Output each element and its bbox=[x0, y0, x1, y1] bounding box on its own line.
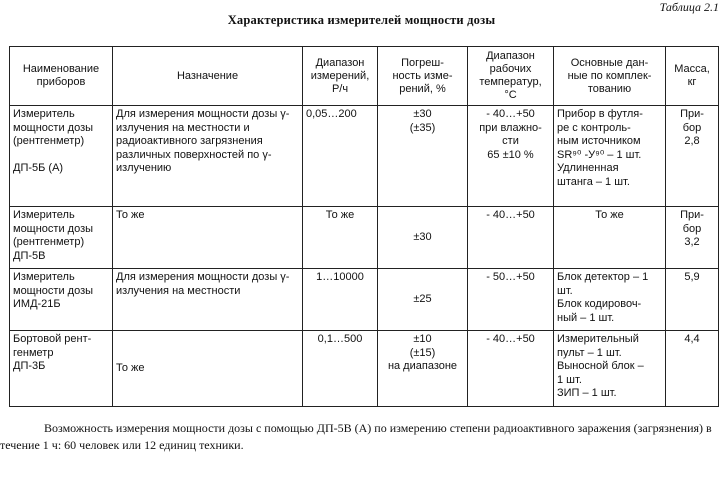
table-row bbox=[10, 207, 719, 269]
cell-name: Измеритель мощности дозы ИМД-21Б bbox=[10, 269, 113, 331]
footnote-text: Возможность измерения мощности дозы с помощью ДП-5В (А) по измерению степени радиоактивного заражения (загрязнения) в течение 1 ч: 60 человек или 12 единиц техники. bbox=[0, 421, 712, 452]
table-title: Характеристика измерителей мощности дозы bbox=[227, 13, 496, 27]
cell-error: ±10 (±15) на диапазоне bbox=[378, 331, 468, 407]
cell-name: Измеритель мощности дозы (рентгенметр) ДП-5В bbox=[10, 207, 113, 269]
cell-error: ±30 bbox=[378, 207, 468, 269]
cell-purpose: Для измерения мощности дозы γ- излучения на местности и радиоактивного загрязнения различных поверхностей по γ-излучению bbox=[113, 106, 303, 207]
cell-name: Измеритель мощности дозы (рентгенметр) ДП-5Б (А) bbox=[10, 106, 113, 207]
cell-range: То же bbox=[303, 207, 378, 269]
header-kit: Основные дан- ные по комплек- тованию bbox=[554, 47, 666, 106]
cell-temperature: - 40…+50 bbox=[468, 207, 554, 269]
cell-purpose: То же bbox=[113, 207, 303, 269]
cell-kit: Блок детектор – 1 шт. Блок кодировоч- ный – 1 шт. bbox=[554, 269, 666, 331]
header-purpose: Назначение bbox=[113, 47, 303, 106]
cell-purpose: Для измерения мощности дозы γ- излучения на местности bbox=[113, 269, 303, 331]
header-name: Наименование приборов bbox=[10, 47, 113, 106]
cell-error: ±30 (±35) bbox=[378, 106, 468, 207]
header-temperature: Диапазон рабочих температур, °С bbox=[468, 47, 554, 106]
cell-temperature: - 50…+50 bbox=[468, 269, 554, 331]
table-header-row bbox=[10, 47, 719, 106]
cell-kit: То же bbox=[554, 207, 666, 269]
header-range: Диапазон измерений, Р/ч bbox=[303, 47, 378, 106]
header-error: Погреш- ность изме- рений, % bbox=[378, 47, 468, 106]
cell-kit: Прибор в футля- ре с контроль- ным источником SR⁹⁰ -У⁹⁰ – 1 шт. Удлиненная штанга – 1 шт. bbox=[554, 106, 666, 207]
cell-purpose: То же bbox=[113, 331, 303, 407]
cell-kit: Измерительный пульт – 1 шт. Выносной блок – 1 шт. ЗИП – 1 шт. bbox=[554, 331, 666, 407]
dose-meters-table bbox=[9, 46, 719, 407]
cell-temperature: - 40…+50 при влажно- сти 65 ±10 % bbox=[468, 106, 554, 207]
table-row bbox=[10, 106, 719, 207]
cell-range: 0,05…200 bbox=[303, 106, 378, 207]
header-mass: Масса, кг bbox=[666, 47, 719, 106]
table-number-label: Таблица 2.1 bbox=[659, 0, 719, 14]
cell-mass: При- бор 2,8 bbox=[666, 106, 719, 207]
footnote-paragraph bbox=[0, 420, 716, 454]
table-row bbox=[10, 331, 719, 407]
cell-name: Бортовой рент- генметр ДП-3Б bbox=[10, 331, 113, 407]
cell-range: 1…10000 bbox=[303, 269, 378, 331]
cell-mass: 4,4 bbox=[666, 331, 719, 407]
table-row bbox=[10, 269, 719, 331]
cell-mass: 5,9 bbox=[666, 269, 719, 331]
cell-mass: При- бор 3,2 bbox=[666, 207, 719, 269]
cell-range: 0,1…500 bbox=[303, 331, 378, 407]
cell-temperature: - 40…+50 bbox=[468, 331, 554, 407]
cell-error: ±25 bbox=[378, 269, 468, 331]
